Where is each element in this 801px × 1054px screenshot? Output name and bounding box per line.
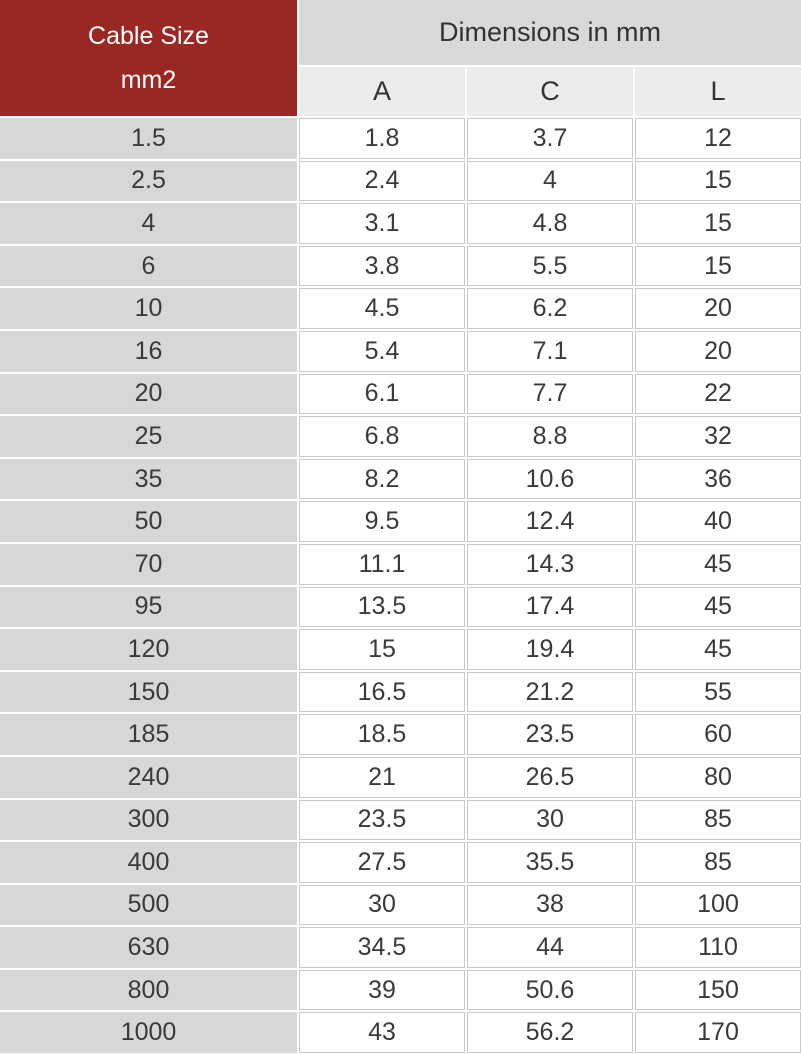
- cable-size-cell: 70: [0, 544, 297, 585]
- dimension-value-cell: 2.4: [299, 161, 465, 202]
- table-row: [0, 587, 801, 628]
- dimension-value-cell: 15: [635, 161, 801, 202]
- dimension-value-cell: 50.6: [467, 970, 633, 1011]
- dimension-value-cell: 150: [635, 970, 801, 1011]
- dimension-value-cell: 85: [635, 842, 801, 883]
- dimension-value-cell: 4.8: [467, 203, 633, 244]
- column-header-a: A: [299, 67, 465, 116]
- dimension-value-cell: 40: [635, 501, 801, 542]
- table-row: [0, 842, 801, 883]
- dimension-value-cell: 21.2: [467, 672, 633, 713]
- table-row: [0, 459, 801, 500]
- dimension-value-cell: 43: [299, 1012, 465, 1053]
- cable-size-cell: 6: [0, 246, 297, 287]
- cable-size-cell: 16: [0, 331, 297, 372]
- dimension-value-cell: 55: [635, 672, 801, 713]
- dimension-value-cell: 8.8: [467, 416, 633, 457]
- cable-size-cell: 400: [0, 842, 297, 883]
- dimension-value-cell: 7.7: [467, 374, 633, 415]
- table-row: [0, 629, 801, 670]
- dimension-value-cell: 100: [635, 885, 801, 926]
- dimension-value-cell: 45: [635, 544, 801, 585]
- dimension-value-cell: 3.8: [299, 246, 465, 287]
- table-row: [0, 374, 801, 415]
- dimension-value-cell: 36: [635, 459, 801, 500]
- cable-size-cell: 20: [0, 374, 297, 415]
- dimension-value-cell: 170: [635, 1012, 801, 1053]
- cable-size-cell: 240: [0, 757, 297, 798]
- dimension-value-cell: 38: [467, 885, 633, 926]
- column-header-c: C: [467, 67, 633, 116]
- table-row: [0, 416, 801, 457]
- dimension-value-cell: 1.8: [299, 118, 465, 159]
- dimension-value-cell: 17.4: [467, 587, 633, 628]
- dimension-value-cell: 18.5: [299, 714, 465, 755]
- dimension-value-cell: 12: [635, 118, 801, 159]
- dimension-value-cell: 60: [635, 714, 801, 755]
- dimension-value-cell: 4.5: [299, 288, 465, 329]
- cable-size-cell: 2.5: [0, 161, 297, 202]
- dimension-value-cell: 10.6: [467, 459, 633, 500]
- table-row: [0, 970, 801, 1011]
- dimension-value-cell: 23.5: [299, 800, 465, 841]
- cable-size-cell: 1.5: [0, 118, 297, 159]
- table-row: [0, 118, 801, 159]
- dimension-value-cell: 9.5: [299, 501, 465, 542]
- table-header: [0, 0, 801, 116]
- dimension-value-cell: 44: [467, 927, 633, 968]
- dimension-value-cell: 13.5: [299, 587, 465, 628]
- dimension-value-cell: 11.1: [299, 544, 465, 585]
- dimension-value-cell: 3.1: [299, 203, 465, 244]
- dimension-value-cell: 20: [635, 288, 801, 329]
- cable-size-cell: 500: [0, 885, 297, 926]
- table-row: [0, 1012, 801, 1053]
- table-row: [0, 757, 801, 798]
- cable-size-header-line1: Cable Size: [88, 22, 209, 50]
- cable-size-cell: 50: [0, 501, 297, 542]
- dimension-value-cell: 15: [635, 203, 801, 244]
- cable-size-cell: 95: [0, 587, 297, 628]
- dimension-value-cell: 34.5: [299, 927, 465, 968]
- table-row: [0, 714, 801, 755]
- table-row: [0, 288, 801, 329]
- cable-size-cell: 35: [0, 459, 297, 500]
- header-row-main: [0, 0, 801, 65]
- dimension-value-cell: 21: [299, 757, 465, 798]
- table-row: [0, 161, 801, 202]
- dimension-value-cell: 8.2: [299, 459, 465, 500]
- table-body: [0, 118, 801, 1053]
- dimensions-header: Dimensions in mm: [299, 0, 801, 65]
- table-row: [0, 501, 801, 542]
- dimension-value-cell: 32: [635, 416, 801, 457]
- table-row: [0, 927, 801, 968]
- dimension-value-cell: 14.3: [467, 544, 633, 585]
- dimension-value-cell: 7.1: [467, 331, 633, 372]
- cable-size-cell: 150: [0, 672, 297, 713]
- dimension-value-cell: 12.4: [467, 501, 633, 542]
- dimension-value-cell: 6.1: [299, 374, 465, 415]
- cable-size-header: [0, 0, 297, 116]
- dimension-value-cell: 15: [299, 629, 465, 670]
- dimension-value-cell: 26.5: [467, 757, 633, 798]
- table-row: [0, 800, 801, 841]
- dimension-value-cell: 39: [299, 970, 465, 1011]
- cable-size-cell: 1000: [0, 1012, 297, 1053]
- dimension-value-cell: 45: [635, 629, 801, 670]
- table-row: [0, 246, 801, 287]
- table-row: [0, 203, 801, 244]
- dimension-value-cell: 22: [635, 374, 801, 415]
- dimension-value-cell: 35.5: [467, 842, 633, 883]
- dimension-value-cell: 15: [635, 246, 801, 287]
- table-row: [0, 544, 801, 585]
- cable-size-cell: 10: [0, 288, 297, 329]
- dimension-value-cell: 30: [467, 800, 633, 841]
- column-header-l: L: [635, 67, 801, 116]
- dimension-value-cell: 4: [467, 161, 633, 202]
- dimension-value-cell: 45: [635, 587, 801, 628]
- cable-size-cell: 120: [0, 629, 297, 670]
- cable-size-cell: 185: [0, 714, 297, 755]
- cable-size-cell: 25: [0, 416, 297, 457]
- dimension-value-cell: 85: [635, 800, 801, 841]
- dimension-value-cell: 23.5: [467, 714, 633, 755]
- dimension-value-cell: 6.2: [467, 288, 633, 329]
- dimension-value-cell: 19.4: [467, 629, 633, 670]
- cable-size-cell: 300: [0, 800, 297, 841]
- cable-size-cell: 800: [0, 970, 297, 1011]
- dimension-value-cell: 30: [299, 885, 465, 926]
- dimension-value-cell: 110: [635, 927, 801, 968]
- dimension-value-cell: 5.4: [299, 331, 465, 372]
- dimension-value-cell: 80: [635, 757, 801, 798]
- dimension-value-cell: 3.7: [467, 118, 633, 159]
- cable-size-header-line2: mm2: [120, 66, 177, 94]
- table-row: [0, 331, 801, 372]
- dimension-value-cell: 27.5: [299, 842, 465, 883]
- cable-size-cell: 630: [0, 927, 297, 968]
- table-row: [0, 885, 801, 926]
- dimension-value-cell: 56.2: [467, 1012, 633, 1053]
- cable-size-cell: 4: [0, 203, 297, 244]
- dimension-value-cell: 20: [635, 331, 801, 372]
- dimension-value-cell: 6.8: [299, 416, 465, 457]
- dimension-value-cell: 16.5: [299, 672, 465, 713]
- table-row: [0, 672, 801, 713]
- dimension-value-cell: 5.5: [467, 246, 633, 287]
